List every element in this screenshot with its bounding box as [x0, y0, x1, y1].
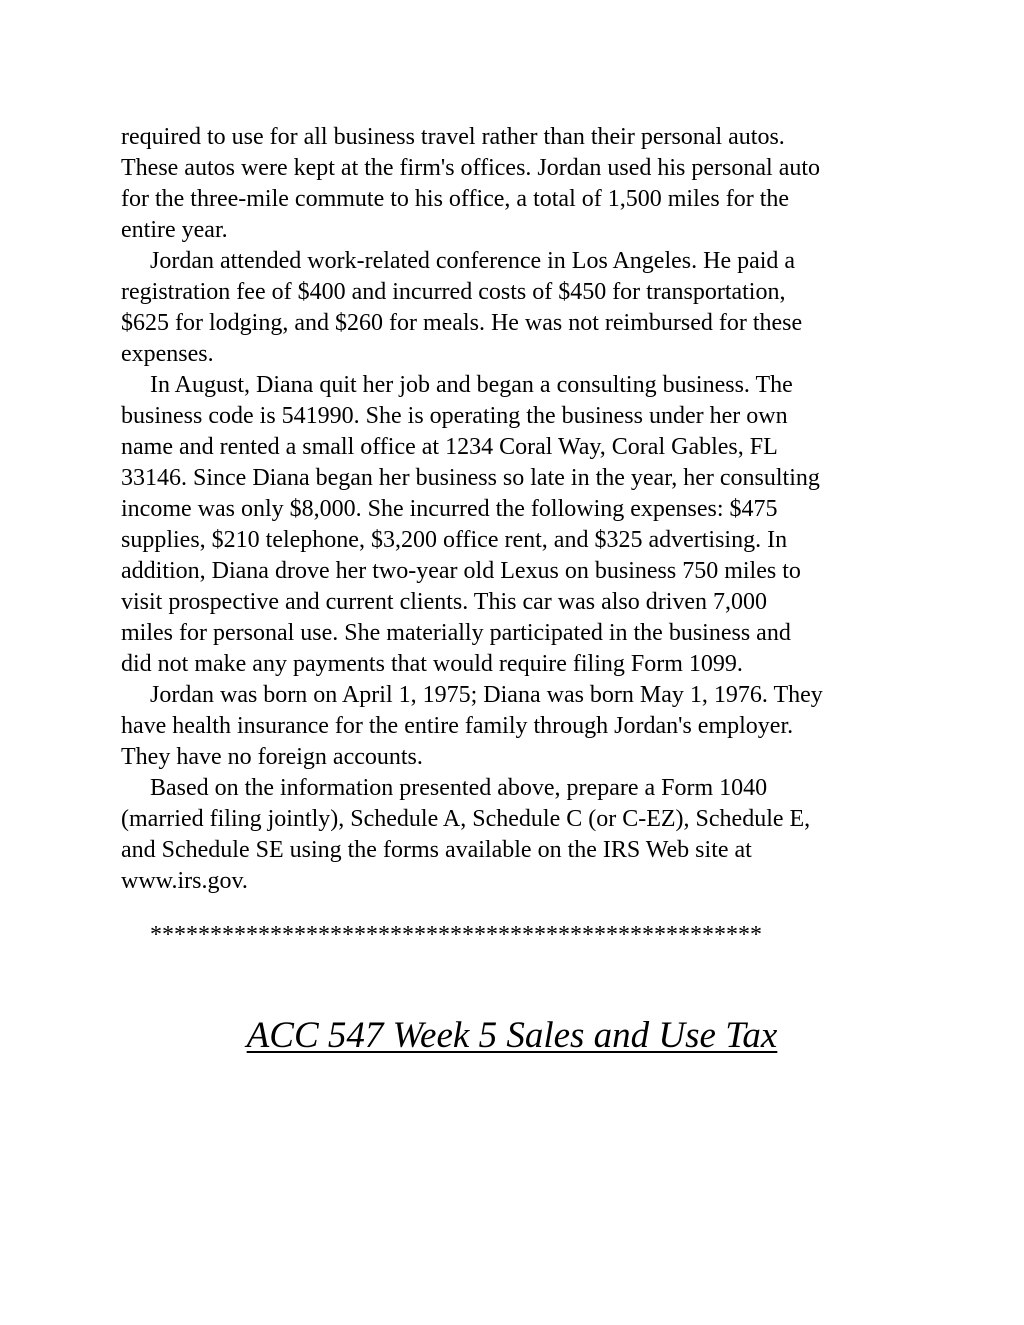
asterisk-divider: ***************************************************	[150, 922, 762, 948]
text-line: Based on the information presented above, prepare a Form 1040	[150, 775, 768, 801]
text-line: and Schedule SE using the forms available on the IRS Web site at	[121, 837, 752, 863]
text-line: name and rented a small office at 1234 Coral Way, Coral Gables, FL	[121, 434, 778, 460]
text-line: They have no foreign accounts.	[121, 744, 423, 770]
text-line: registration fee of $400 and incurred costs of $450 for transportation,	[121, 279, 786, 305]
text-line: In August, Diana quit her job and began a consulting business. The	[150, 372, 793, 398]
paragraph-5	[121, 773, 921, 897]
text-line: did not make any payments that would require filing Form 1099.	[121, 651, 743, 677]
paragraph-4	[121, 680, 921, 773]
text-line: miles for personal use. She materially participated in the business and	[121, 620, 791, 646]
text-line: entire year.	[121, 217, 228, 243]
text-line: addition, Diana drove her two-year old Lexus on business 750 miles to	[121, 558, 801, 584]
text-line: for the three-mile commute to his office, a total of 1,500 miles for the	[121, 186, 790, 212]
text-line: required to use for all business travel rather than their personal autos.	[121, 124, 785, 150]
paragraph-1	[121, 122, 921, 246]
body-text	[121, 122, 921, 897]
text-line: expenses.	[121, 341, 214, 367]
text-line: business code is 541990. She is operating the business under her own	[121, 403, 788, 429]
text-line: visit prospective and current clients. This car was also driven 7,000	[121, 589, 768, 615]
text-line: Jordan was born on April 1, 1975; Diana was born May 1, 1976. They	[150, 682, 823, 708]
text-line: have health insurance for the entire family through Jordan's employer.	[121, 713, 794, 739]
paragraph-3	[121, 370, 921, 680]
text-line: (married filing jointly), Schedule A, Schedule C (or C-EZ), Schedule E,	[121, 806, 811, 832]
text-line: income was only $8,000. She incurred the following expenses: $475	[121, 496, 778, 522]
text-line: www.irs.gov.	[121, 868, 248, 894]
text-line: 33146. Since Diana began her business so late in the year, her consulting	[121, 465, 820, 491]
text-line: $625 for lodging, and $260 for meals. He was not reimbursed for these	[121, 310, 803, 336]
text-line: These autos were kept at the firm's offices. Jordan used his personal auto	[121, 155, 821, 181]
text-line: Jordan attended work-related conference in Los Angeles. He paid a	[150, 248, 796, 274]
paragraph-2	[121, 246, 921, 370]
section-heading	[0, 1014, 1024, 1058]
text-line: supplies, $210 telephone, $3,200 office rent, and $325 advertising. In	[121, 527, 788, 553]
section-heading-text: ACC 547 Week 5 Sales and Use Tax	[246, 1015, 778, 1056]
